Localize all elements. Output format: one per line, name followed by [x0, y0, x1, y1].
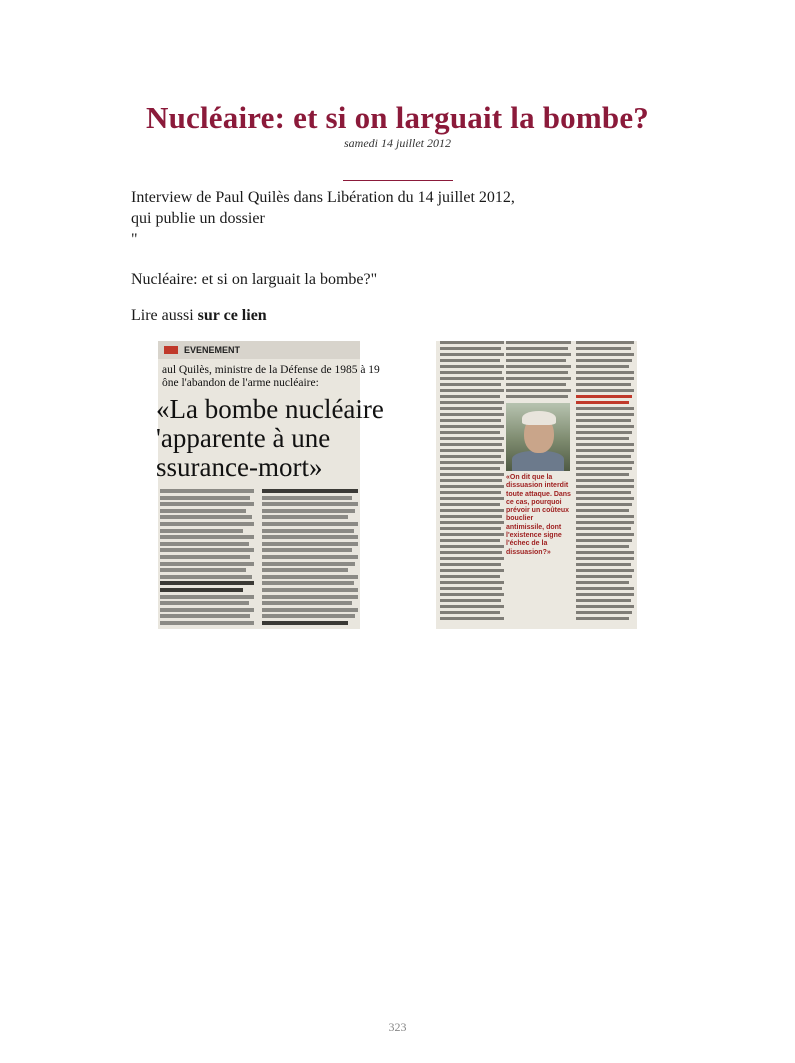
article-text-line [576, 611, 632, 614]
article-text-line [440, 557, 504, 560]
article-text-line [440, 551, 502, 554]
article-text-line [440, 443, 502, 446]
article-text-line [262, 535, 358, 539]
article-text-line [576, 581, 629, 584]
article-text-line [506, 359, 566, 362]
article-text-line [160, 535, 254, 539]
intro-line-2: qui publie un dossier [131, 210, 265, 227]
article-text-line [576, 371, 634, 374]
headline-line-3: ssurance-mort» [156, 452, 323, 482]
article-text-line [506, 371, 568, 374]
kicker-line-1: aul Quilès, ministre de la Défense de 1985 à 19 [162, 364, 380, 376]
article-column-2 [262, 489, 358, 629]
article-text-line [440, 611, 500, 614]
article-text-line [576, 617, 629, 620]
article-text-line [160, 542, 249, 546]
title-divider [343, 180, 453, 181]
article-text-line [576, 365, 629, 368]
article-text-line [576, 563, 631, 566]
article-text-line [262, 608, 358, 612]
article-column-1 [160, 489, 254, 629]
article-text-line [160, 575, 252, 579]
article-text-line [576, 509, 629, 512]
article-text-line [160, 588, 243, 592]
article-text-line [160, 614, 250, 618]
article-text-line [576, 593, 634, 596]
article-text-line [160, 595, 254, 599]
article-text-line [262, 614, 355, 618]
article-text-line [262, 529, 354, 533]
article-text-line [160, 568, 246, 572]
dossier-title-paragraph: Nucléaire: et si on larguait la bombe?" [131, 271, 378, 288]
article-text-line [440, 593, 504, 596]
article-text-line [440, 521, 504, 524]
article-text-line [576, 605, 634, 608]
article-text-line [576, 569, 634, 572]
article-text-line [440, 377, 504, 380]
article-text-line [440, 539, 500, 542]
article-text-line [262, 575, 358, 579]
article-text-line [262, 548, 352, 552]
article-text-line [576, 419, 631, 422]
article-text-line [440, 509, 504, 512]
article-text-line [506, 395, 568, 398]
newspaper-clipping-right [436, 341, 637, 629]
read-also-paragraph [131, 307, 651, 325]
article-text-line [440, 431, 500, 434]
article-text-line [576, 395, 632, 398]
article-text-line [576, 491, 631, 494]
article-text-line [440, 425, 504, 428]
article-text-line [440, 419, 501, 422]
article-text-line [440, 413, 504, 416]
article-text-line [576, 479, 634, 482]
article-text-line [262, 542, 358, 546]
article-text-line [576, 497, 634, 500]
article-text-line [262, 555, 358, 559]
article-text-line [440, 569, 504, 572]
article-text-line [576, 503, 632, 506]
article-text-line [440, 515, 502, 518]
article-text-line [440, 383, 501, 386]
article-text-line [576, 599, 631, 602]
article-text-line [262, 601, 352, 605]
pull-quote: «On dit que la dissuasion interdit toute attaque. Dans ce cas, pourquoi prévoir un coûteux bouclier antimissile, dont l'existence signe l'échec de la dissuasion?» [506, 474, 571, 556]
article-text-line [576, 473, 629, 476]
article-text-line [440, 575, 500, 578]
article-text-line [440, 545, 504, 548]
article-text-line [440, 533, 504, 536]
article-text-line [440, 407, 502, 410]
read-also-text: Lire aussi [131, 307, 198, 324]
article-text-line [576, 467, 632, 470]
article-text-line [440, 461, 504, 464]
article-text-line [440, 497, 504, 500]
read-also-link[interactable]: sur ce lien [197, 307, 267, 324]
article-text-line [576, 341, 634, 344]
article-text-line [576, 443, 634, 446]
article-text-line [262, 515, 348, 519]
article-text-line [262, 502, 358, 506]
article-text-line [440, 563, 501, 566]
article-text-line [262, 568, 348, 572]
article-text-line [576, 455, 631, 458]
article-text-line [576, 545, 629, 548]
article-text-line [160, 608, 254, 612]
article-text-line [440, 581, 504, 584]
article-text-line [506, 365, 571, 368]
article-text-line [440, 587, 502, 590]
section-marker-icon [164, 346, 178, 354]
article-text-line [160, 522, 254, 526]
article-text-line [576, 353, 634, 356]
article-text-line [440, 503, 500, 506]
article-text-line [506, 341, 571, 344]
article-text-line [160, 515, 252, 519]
article-text-line [440, 491, 501, 494]
article-text-line [262, 522, 358, 526]
article-text-line [440, 449, 504, 452]
headline-line-2: 'apparente à une [156, 423, 331, 453]
article-text-line [576, 587, 634, 590]
article-text-line [440, 341, 504, 344]
article-text-line [440, 467, 500, 470]
article-text-line [160, 548, 254, 552]
portrait-hair [522, 411, 556, 425]
article-text-line [440, 479, 502, 482]
article-text-line [576, 521, 634, 524]
headline-line-1: «La bombe nucléaire [156, 394, 384, 424]
article-text-line [440, 599, 501, 602]
clipping-headline [156, 394, 384, 482]
article-text-line [160, 555, 250, 559]
article-text-line [262, 509, 355, 513]
article-text-line [160, 496, 250, 500]
article-text-line [160, 562, 254, 566]
article-text-line [506, 347, 568, 350]
article-text-line [506, 389, 571, 392]
article-text-line [262, 588, 358, 592]
article-text-line [160, 489, 254, 493]
article-text-line [160, 502, 254, 506]
article-text-line [576, 551, 634, 554]
article-text-line [576, 401, 629, 404]
article-text-line [440, 605, 504, 608]
article-text-line [576, 515, 634, 518]
article-text-line [440, 455, 501, 458]
intro-paragraph [131, 187, 651, 250]
article-text-line [262, 496, 352, 500]
article-text-line [506, 377, 571, 380]
article-text-line [160, 621, 254, 625]
newspaper-clipping-left [156, 341, 384, 629]
article-text-line [576, 359, 632, 362]
article-text-line [440, 401, 504, 404]
article-text-line [576, 431, 632, 434]
article-text-line [440, 359, 500, 362]
article-text-line [440, 437, 504, 440]
article-text-line [440, 365, 504, 368]
article-text-line [262, 562, 355, 566]
article-text-line [576, 413, 634, 416]
article-text-line [506, 353, 571, 356]
article-text-line [576, 533, 634, 536]
article-text-line [160, 601, 249, 605]
article-text-line [440, 473, 504, 476]
article-text-line [160, 529, 243, 533]
article-text-line [576, 527, 631, 530]
intro-line-1: Interview de Paul Quilès dans Libération du 14 juillet 2012, [131, 189, 515, 206]
kicker-line-2: ône l'abandon de l'arme nucléaire: [162, 377, 319, 389]
article-text-line [576, 383, 631, 386]
article-text-line [440, 527, 501, 530]
article-text-line [262, 489, 358, 493]
article-text-line [576, 485, 634, 488]
intro-line-3: " [131, 231, 138, 248]
page-number: 323 [388, 1020, 407, 1034]
post-date: samedi 14 juillet 2012 [344, 136, 451, 150]
article-text-line [440, 371, 502, 374]
article-text-line [576, 425, 634, 428]
article-text-line [440, 389, 504, 392]
article-text-line [576, 449, 634, 452]
article-text-line [576, 575, 632, 578]
article-text-line [576, 407, 634, 410]
portrait-photo [506, 403, 570, 471]
article-text-line [160, 581, 254, 585]
article-text-line [440, 347, 501, 350]
article-text-line [576, 539, 632, 542]
portrait-shirt [512, 451, 564, 471]
article-text-line [576, 557, 634, 560]
article-text-line [576, 389, 634, 392]
article-text-line [262, 581, 354, 585]
section-label: EVENEMENT [184, 345, 241, 355]
article-text-line [576, 377, 634, 380]
page-title: Nucléaire: et si on larguait la bombe? [146, 100, 649, 135]
article-text-line [160, 509, 246, 513]
article-text-line [262, 595, 358, 599]
article-text-line [262, 621, 348, 625]
article-text-line [506, 383, 566, 386]
article-text-line [440, 485, 504, 488]
article-column-right [576, 341, 634, 629]
clipping-kicker [162, 364, 380, 390]
article-text-line [576, 347, 631, 350]
article-text-line [576, 461, 634, 464]
article-text-line [440, 617, 504, 620]
article-column-left [440, 341, 504, 629]
section-banner [158, 341, 360, 359]
article-text-line [440, 395, 500, 398]
article-text-line [440, 353, 504, 356]
article-text-line [576, 437, 629, 440]
